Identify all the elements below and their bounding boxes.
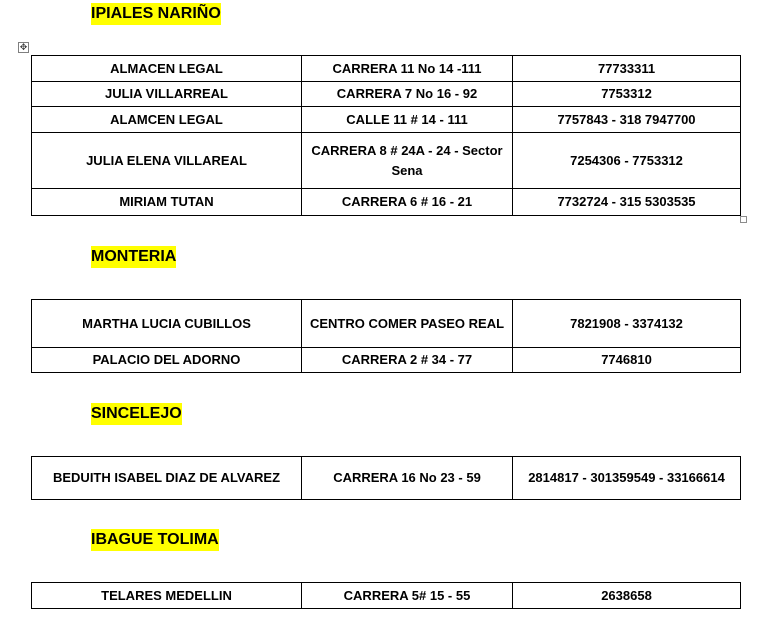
cell-name: ALMACEN LEGAL: [32, 56, 302, 82]
table-row: [32, 56, 741, 82]
section-title-ipiales: IPIALES NARIÑO: [91, 3, 221, 25]
table-row: [32, 189, 741, 216]
cell-phone: 7757843 - 318 7947700: [513, 107, 741, 133]
cell-phone: 2814817 - 301359549 - 33166614: [513, 457, 741, 500]
cell-name: JULIA ELENA VILLAREAL: [32, 133, 302, 189]
cell-name: TELARES MEDELLIN: [32, 583, 302, 609]
cell-address: CENTRO COMER PASEO REAL: [302, 300, 513, 348]
cell-name: MIRIAM TUTAN: [32, 189, 302, 216]
section-title-monteria: MONTERIA: [91, 246, 176, 268]
resize-handle-icon[interactable]: [740, 216, 747, 223]
table-row: [32, 457, 741, 500]
move-arrows-icon[interactable]: ✥: [19, 42, 28, 52]
cell-address: CARRERA 11 No 14 -111: [302, 56, 513, 82]
cell-name: BEDUITH ISABEL DIAZ DE ALVAREZ: [32, 457, 302, 500]
table-row: [32, 107, 741, 133]
cell-phone: 77733311: [513, 56, 741, 82]
table-row: [32, 348, 741, 373]
table-ipiales: [31, 55, 741, 216]
section-title-sincelejo: SINCELEJO: [91, 403, 182, 425]
cell-address: CARRERA 6 # 16 - 21: [302, 189, 513, 216]
cell-address: CALLE 11 # 14 - 111: [302, 107, 513, 133]
cell-phone: 7746810: [513, 348, 741, 373]
cell-phone: 7821908 - 3374132: [513, 300, 741, 348]
cell-phone: 2638658: [513, 583, 741, 609]
table-sincelejo: [31, 456, 741, 500]
table-row: [32, 583, 741, 609]
cell-phone: 7254306 - 7753312: [513, 133, 741, 189]
table-ibague: [31, 582, 741, 609]
cell-address: CARRERA 2 # 34 - 77: [302, 348, 513, 373]
cell-address: CARRERA 8 # 24A - 24 - Sector Sena: [302, 133, 513, 189]
section-title-ibague: IBAGUE TOLIMA: [91, 529, 219, 551]
cell-phone: 7753312: [513, 82, 741, 107]
table-row: [32, 300, 741, 348]
cell-address: CARRERA 16 No 23 - 59: [302, 457, 513, 500]
cell-name: ALAMCEN LEGAL: [32, 107, 302, 133]
cell-name: MARTHA LUCIA CUBILLOS: [32, 300, 302, 348]
table-row: [32, 82, 741, 107]
cell-address: CARRERA 5# 15 - 55: [302, 583, 513, 609]
table-row: [32, 133, 741, 189]
cell-address: CARRERA 7 No 16 - 92: [302, 82, 513, 107]
cell-phone: 7732724 - 315 5303535: [513, 189, 741, 216]
cell-name: JULIA VILLARREAL: [32, 82, 302, 107]
table-monteria: [31, 299, 741, 373]
cell-name: PALACIO DEL ADORNO: [32, 348, 302, 373]
